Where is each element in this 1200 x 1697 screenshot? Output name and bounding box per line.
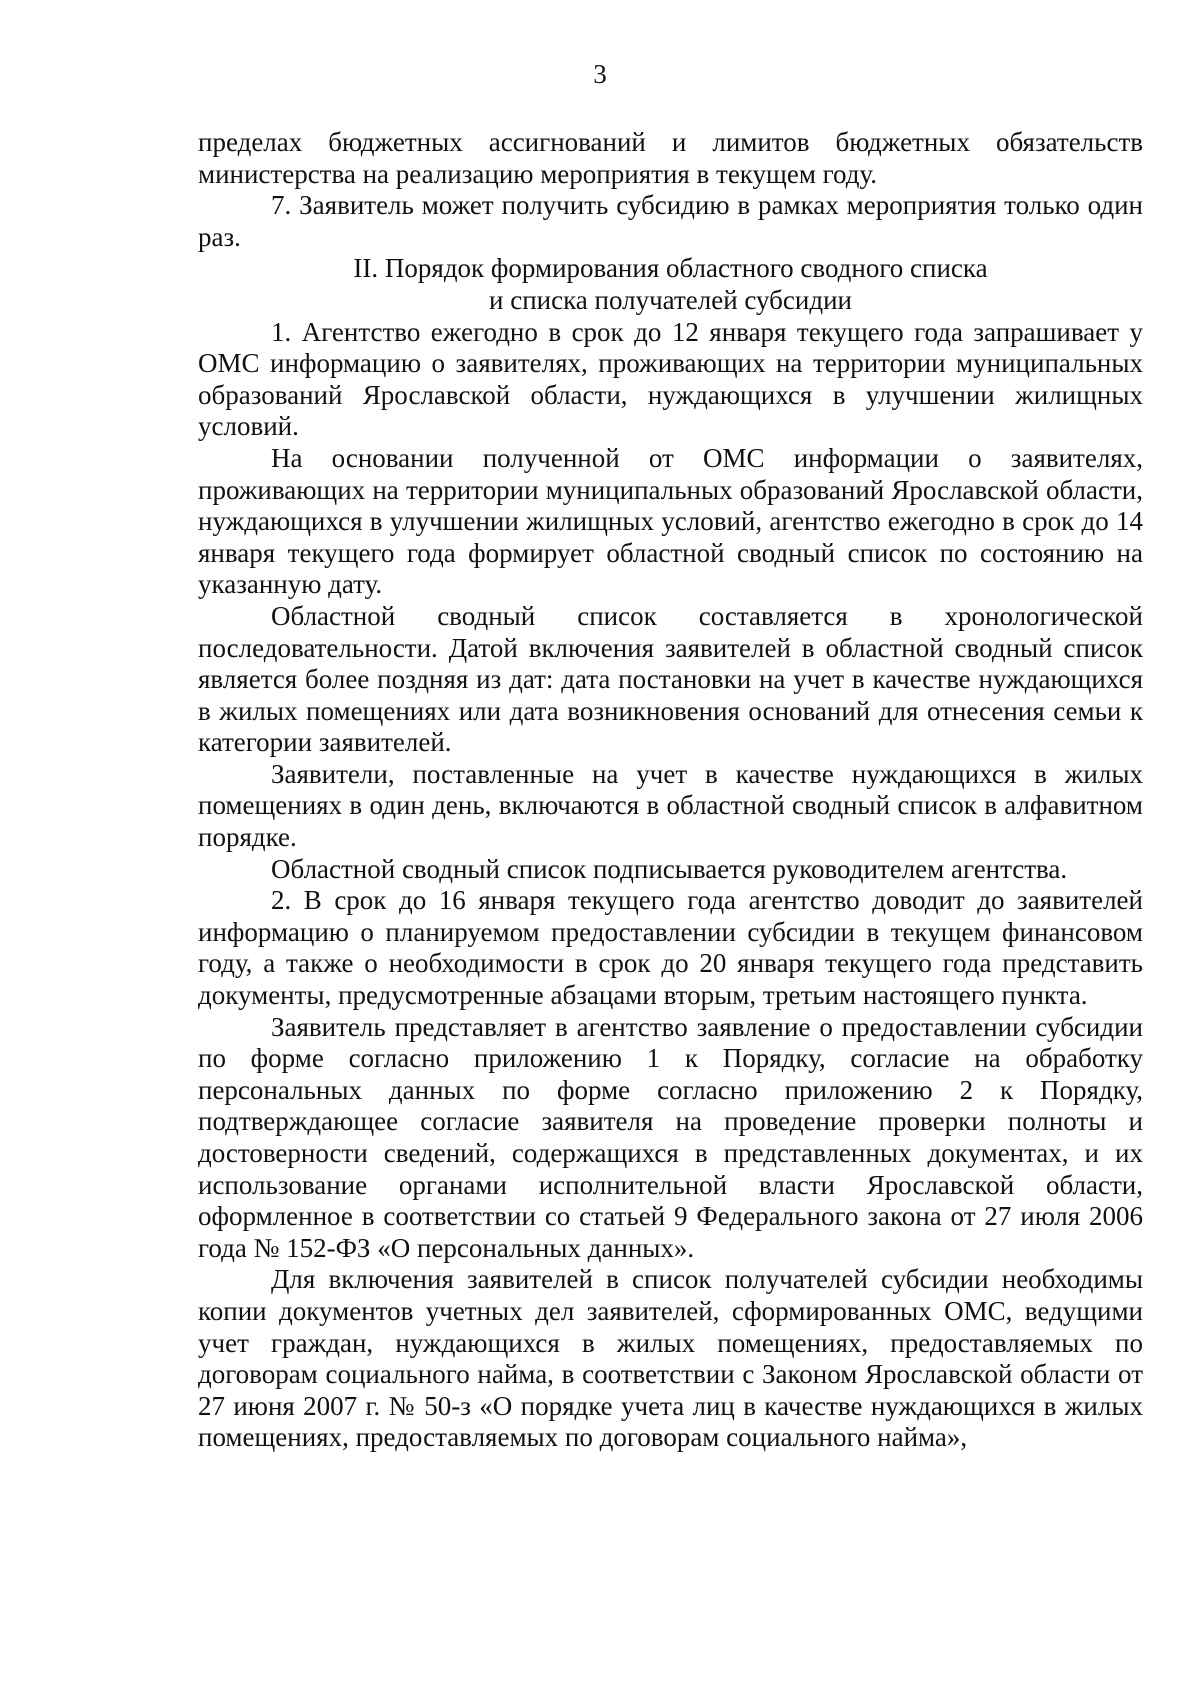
section-heading-line-1: II. Порядок формирования областного сводного списка <box>353 253 988 284</box>
paragraph: Областной сводный список составляется в хронологической последовательности. Датой включения заявителей в областной сводный список является более поздняя из дат: дата постановки на учет в качестве нуждающихся в жилых помещениях или дата возникновения оснований для отнесения семьи к категории заявителей. <box>198 600 1143 758</box>
section-heading <box>198 253 1143 316</box>
paragraph: На основании полученной от ОМС информации о заявителях, проживающих на территории муниципальных образований Ярославской области, нуждающихся в улучшении жилищных условий, агентство ежегодно в срок до 14 января текущего года формирует областной сводный список по состоянию на указанную дату. <box>198 442 1143 600</box>
paragraph-item-2: 2. В срок до 16 января текущего года агентство доводит до заявителей информацию о планируемом предоставлении субсидии в текущем финансовом году, а также о необходимости в срок до 20 января текущего года представить документы, предусмотренные абзацами вторым, третьим настоящего пункта. <box>198 885 1143 1011</box>
paragraph-continuation: пределах бюджетных ассигнований и лимитов бюджетных обязательств министерства на реализацию мероприятия в текущем году. <box>198 127 1143 189</box>
paragraph: Заявители, поставленные на учет в качестве нуждающихся в жилых помещениях в один день, включаются в областной сводный список в алфавитном порядке. <box>198 758 1143 853</box>
paragraph: Для включения заявителей в список получателей субсидии необходимы копии документов учетных дел заявителей, сформированных ОМС, ведущими учет граждан, нуждающихся в жилых помещениях, предоставляемых по договорам социального найма, в соответствии с Законом Ярославской области от 27 июня 2007 г. № 50-з «О порядке учета лиц в качестве нуждающихся в жилых помещениях, предоставляемых по договорам социального найма», <box>198 1264 1143 1453</box>
section-heading-line-2: и списка получателей субсидии <box>489 284 852 315</box>
page-number: 3 <box>593 59 607 89</box>
paragraph: Заявитель представляет в агентство заявление о предоставлении субсидии по форме согласно приложению 1 к Порядку, согласие на обработку персональных данных по форме согласно приложению 2 к Порядку, подтверждающее согласие заявителя на проведение проверки полноты и достоверности сведений, содержащихся в представленных документах, и их использование органами исполнительной власти Ярославской области, оформленное в соответствии со статьей 9 Федерального закона от 27 июля 2006 года № 152-ФЗ «О персональных данных». <box>198 1011 1143 1263</box>
document-body <box>198 127 1143 1454</box>
paragraph-item-1: 1. Агентство ежегодно в срок до 12 января текущего года запрашивает у ОМС информацию о заявителях, проживающих на территории муниципальных образований Ярославской области, нуждающихся в улучшении жилищных условий. <box>198 316 1143 442</box>
paragraph-item-7: 7. Заявитель может получить субсидию в рамках мероприятия только один раз. <box>198 190 1143 252</box>
paragraph: Областной сводный список подписывается руководителем агентства. <box>271 853 1068 884</box>
